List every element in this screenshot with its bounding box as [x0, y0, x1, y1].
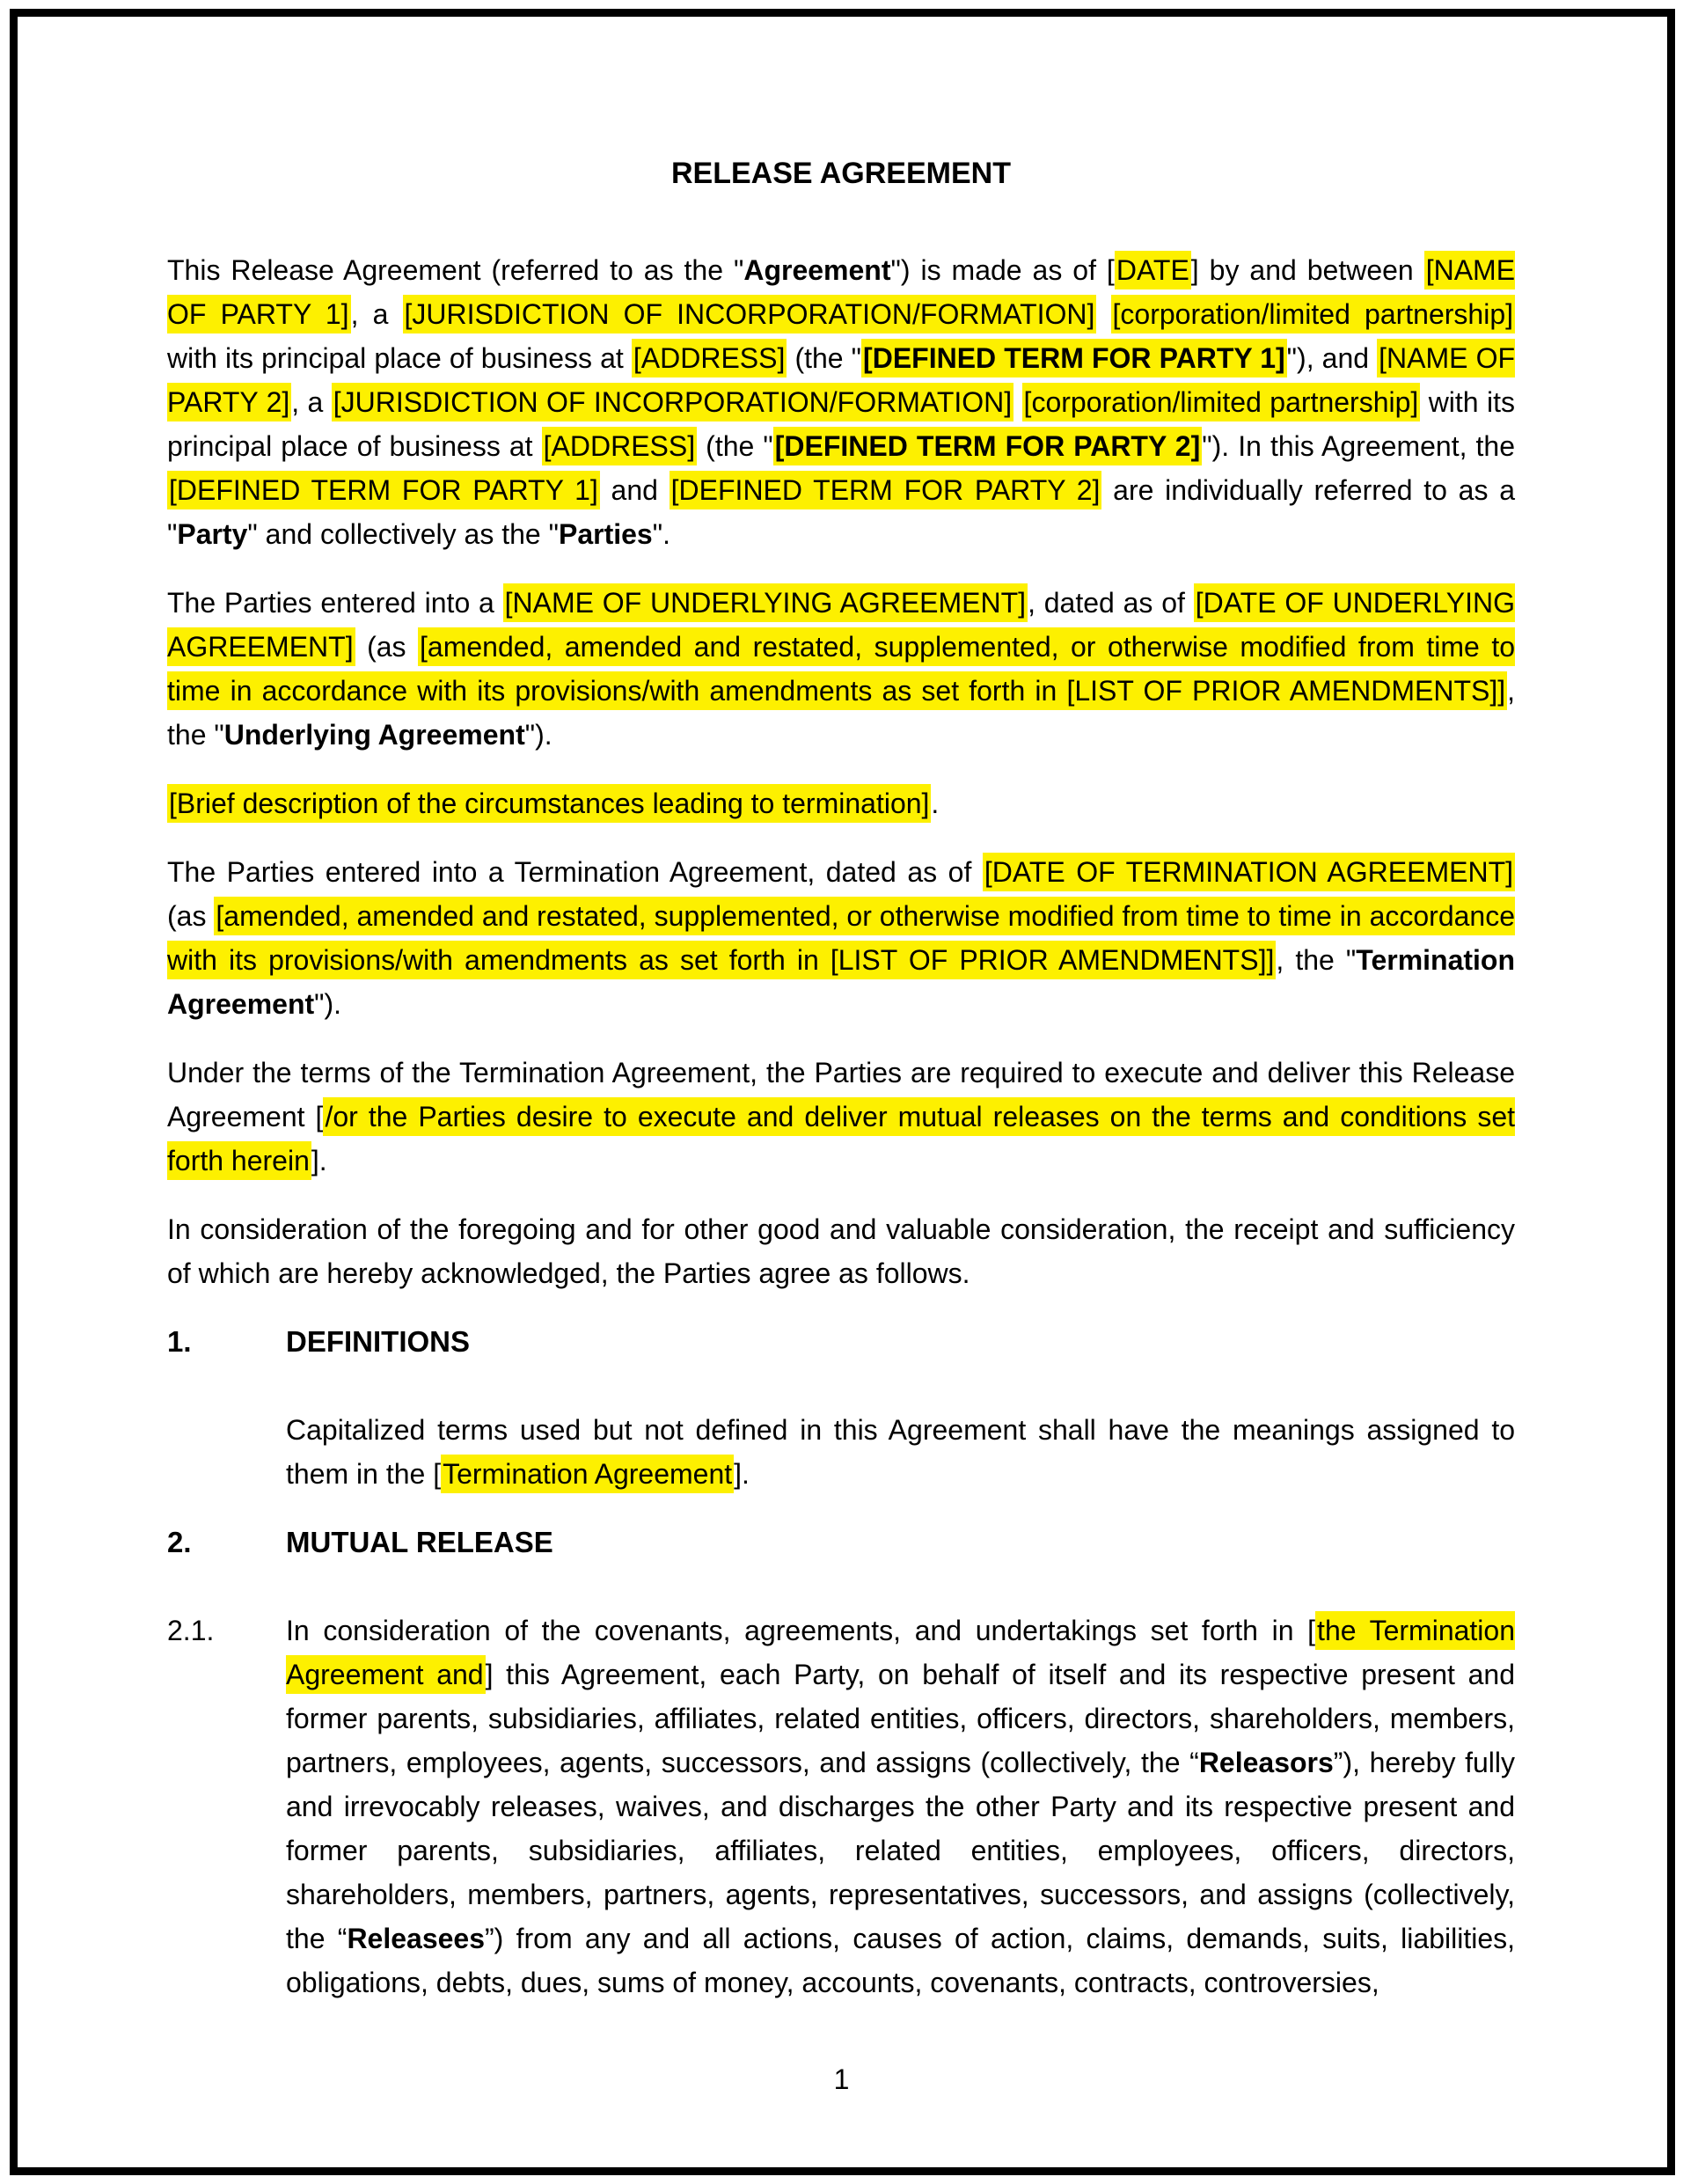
section-1-heading	[167, 1320, 1515, 1364]
section-1-body: Capitalized terms used but not defined in this Agreement shall have the meanings assigned to them in the [Termination Agreement].	[286, 1408, 1515, 1496]
clause-2-1	[167, 1609, 1515, 2004]
section-1-heading-label: DEFINITIONS	[286, 1325, 471, 1358]
section-1-body-wrap	[167, 1408, 1515, 1496]
page-number: 1	[833, 2063, 850, 2095]
document-content	[167, 151, 1515, 2029]
paragraph-intro: This Release Agreement (referred to as the "Agreement") is made as of [DATE] by and between [NAME OF PARTY 1], a [JURISDICTION OF INCORPORATION/FORMATION] [corporation/limited partnership] with its principal place of business at [ADDRESS] (the "[DEFINED TERM FOR PARTY 1]"), and [NAME OF PARTY 2], a [JURISDICTION OF INCORPORATION/FORMATION] [corporation/limited partnership] with its principal place of business at [ADDRESS] (the "[DEFINED TERM FOR PARTY 2]"). In this Agreement, the [DEFINED TERM FOR PARTY 1] and [DEFINED TERM FOR PARTY 2] are individually referred to as a "Party" and collectively as the "Parties".	[167, 248, 1515, 556]
paragraph-execution: Under the terms of the Termination Agreement, the Parties are required to execute and deliver this Release Agreement [/or the Parties desire to execute and deliver mutual releases on the terms and conditions set forth herein].	[167, 1051, 1515, 1183]
section-2-number: 2.	[167, 1526, 192, 1558]
clause-2-1-body: In consideration of the covenants, agreements, and undertakings set forth in [the Termination Agreement and] this Agreement, each Party, on behalf of itself and its respective present and former parents, subsidiaries, affiliates, related entities, officers, directors, shareholders, members, partners, employees, agents, successors, and assigns (collectively, the “Releasors”), hereby fully and irrevocably releases, waives, and discharges the other Party and its respective present and former parents, subsidiaries, affiliates, related entities, employees, officers, directors, shareholders, members, partners, agents, representatives, successors, and assigns (collectively, the “Releasees”) from any and all actions, causes of action, claims, demands, suits, liabilities, obligations, debts, dues, sums of money, accounts, covenants, contracts, controversies,	[286, 1609, 1515, 2004]
section-2-heading	[167, 1521, 1515, 1565]
clause-2-1-number: 2.1.	[167, 1615, 215, 1646]
section-2-heading-label: MUTUAL RELEASE	[286, 1526, 553, 1558]
section-1-number: 1.	[167, 1325, 192, 1358]
document-title: RELEASE AGREEMENT	[670, 157, 1011, 190]
paragraph-consideration: In consideration of the foregoing and for other good and valuable consideration, the receipt and sufficiency of which are hereby acknowledged, the Parties agree as follows.	[167, 1213, 1515, 1289]
paragraph-termination-description: [Brief description of the circumstances leading to termination].	[167, 781, 1515, 825]
paragraph-termination-agreement: The Parties entered into a Termination Agreement, dated as of [DATE OF TERMINATION AGREEMENT] (as [amended, amended and restated, supplemented, or otherwise modified from time to time in accordance with its provisions/with amendments as set forth in [LIST OF PRIOR AMENDMENTS]], the "Termination Agreement").	[167, 850, 1515, 1026]
paragraph-underlying-agreement: The Parties entered into a [NAME OF UNDERLYING AGREEMENT], dated as of [DATE OF UNDERLYING AGREEMENT] (as [amended, amended and restated, supplemented, or otherwise modified from time to time in accordance with its provisions/with amendments as set forth in [LIST OF PRIOR AMENDMENTS]], the "Underlying Agreement").	[167, 581, 1515, 757]
